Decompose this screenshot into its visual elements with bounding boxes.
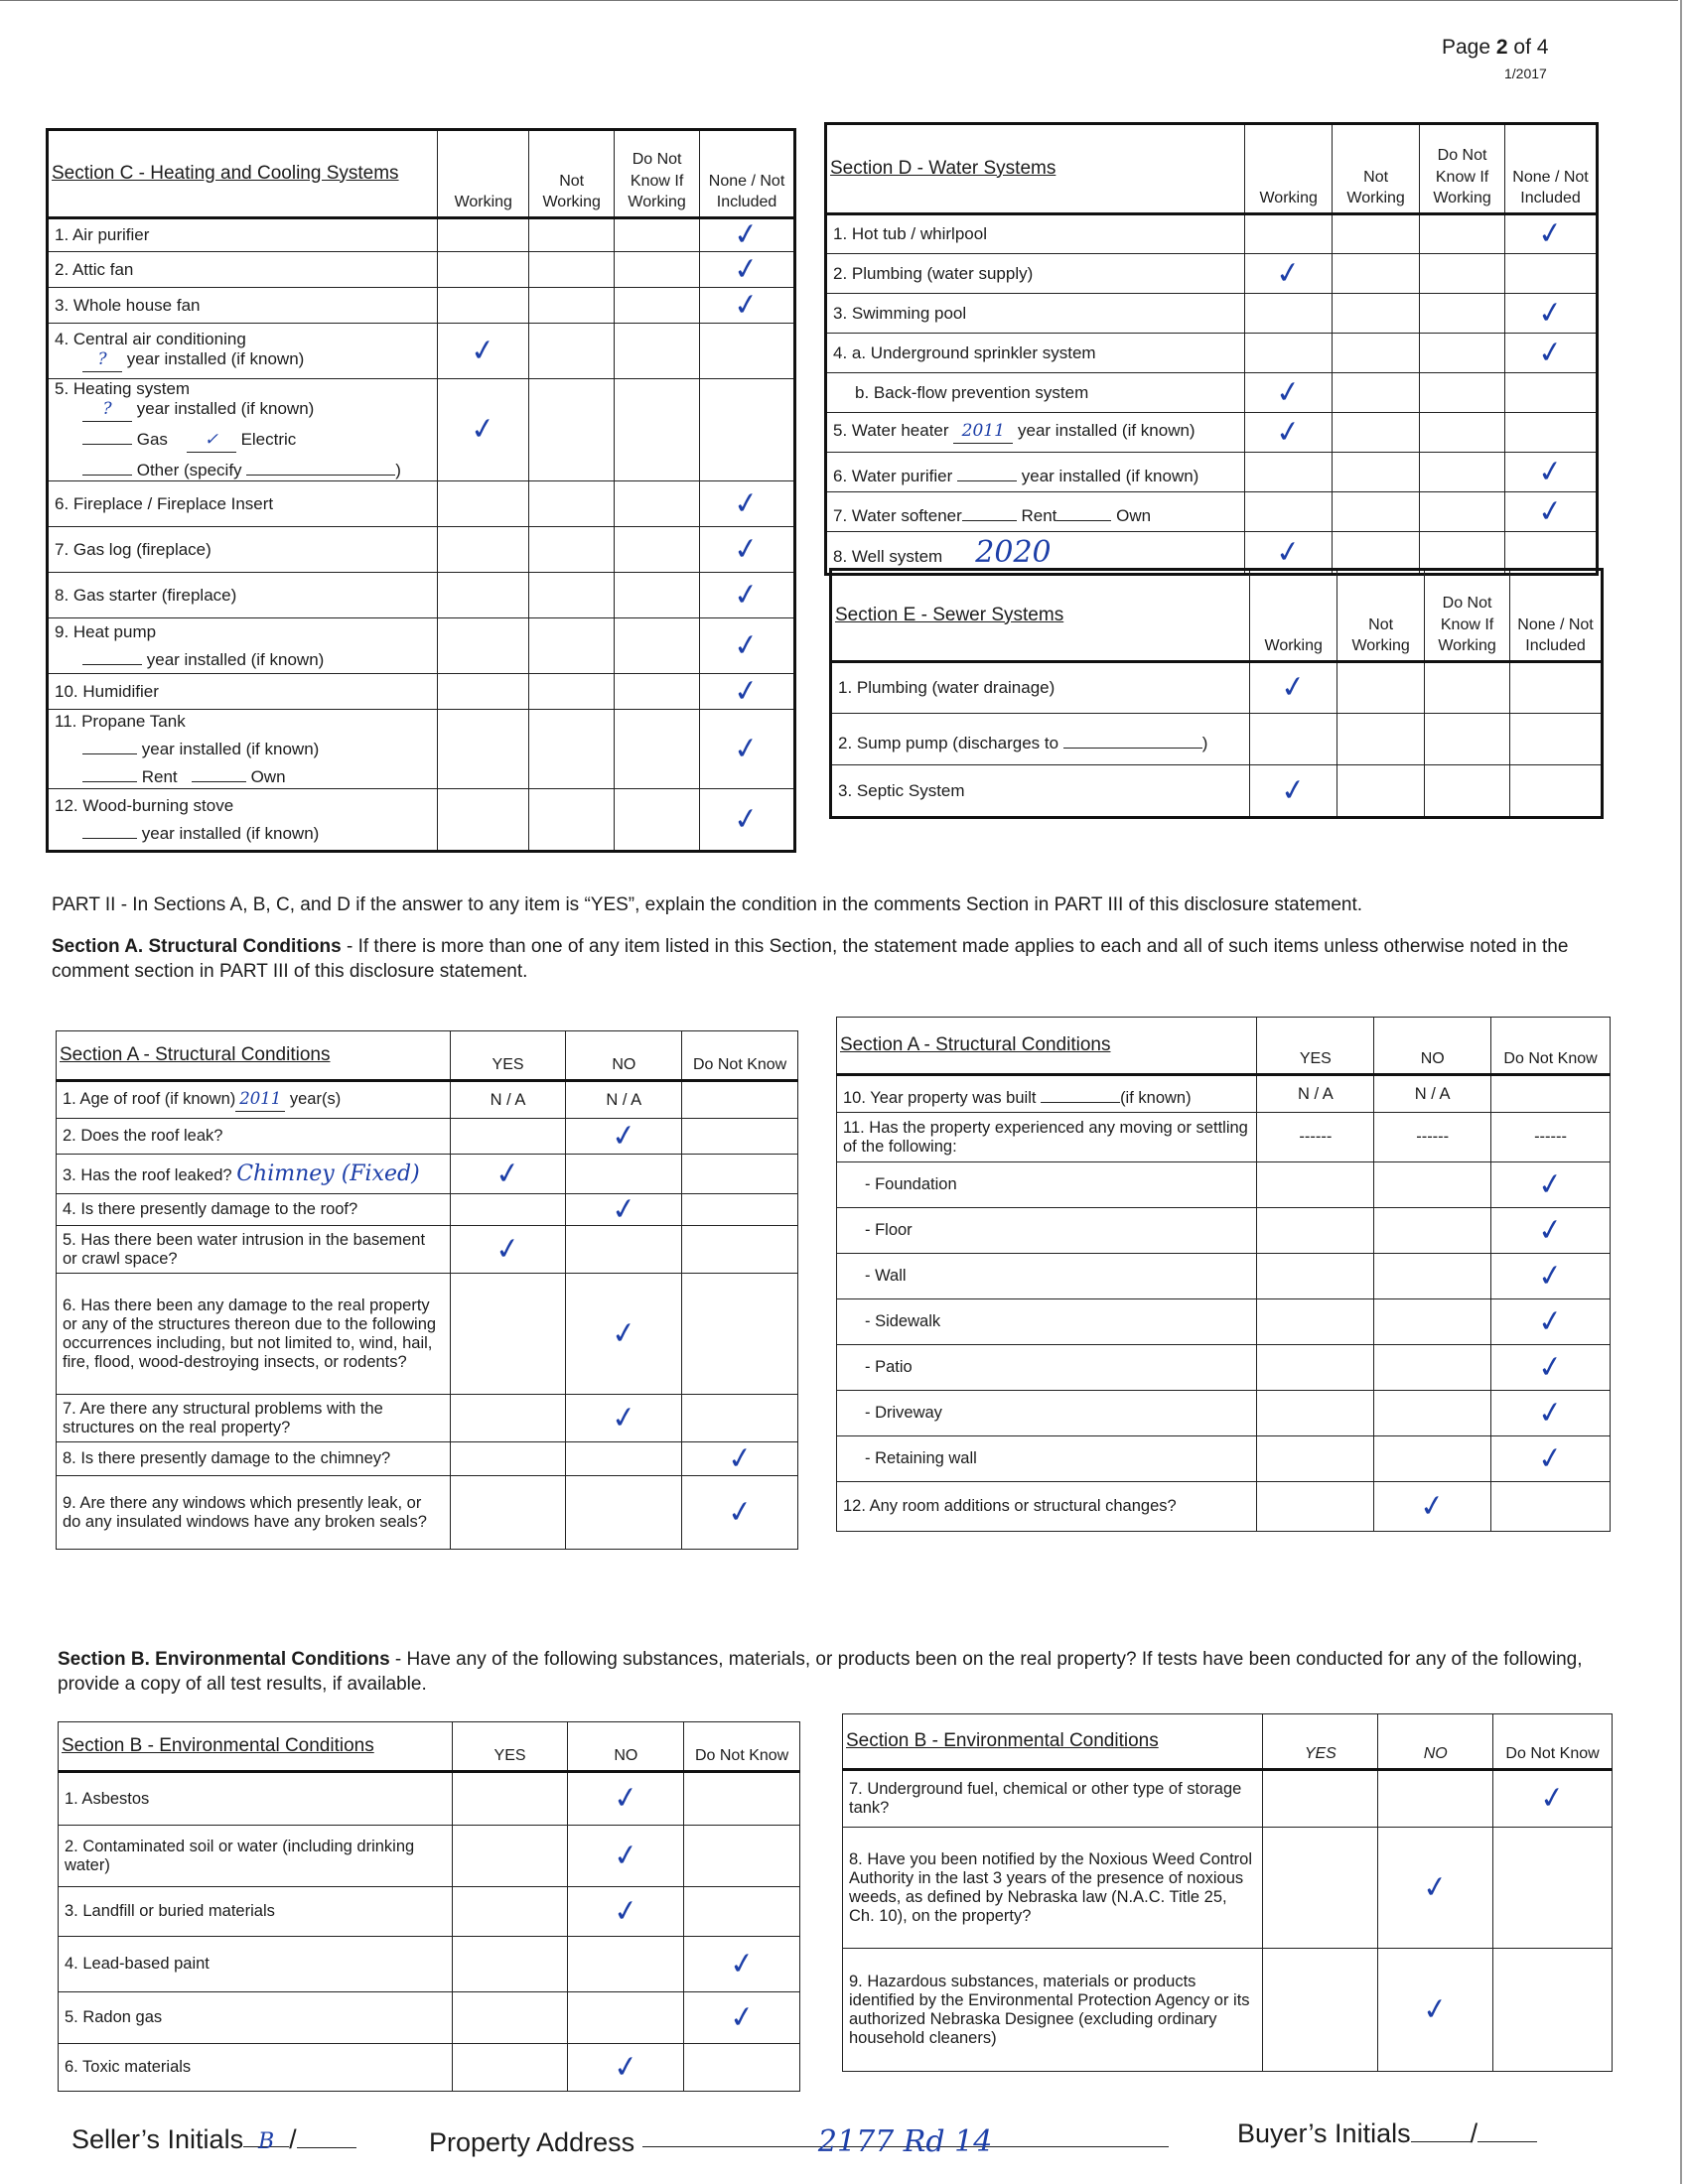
table-row: 5. Radon gas ✓: [59, 1992, 800, 2044]
check-mark: ✓: [1535, 214, 1566, 253]
table-row: 3. Landfill or buried materials ✓: [59, 1887, 800, 1937]
col-yes: YES: [1263, 1714, 1378, 1770]
check-mark: ✓: [732, 483, 762, 523]
table-row: 4. Is there presently damage to the roof? ✓: [57, 1194, 798, 1226]
section-b-right-title: Section B - Environmental Conditions: [843, 1714, 1263, 1770]
check-mark: ✓: [611, 1836, 641, 1875]
col-do-not-know: Do Not Know If Working: [615, 131, 700, 218]
section-a-left-table: [56, 1030, 798, 1550]
col-no: NO: [568, 1722, 684, 1772]
col-none: None / Not Included: [700, 131, 794, 218]
table-row: 3. Septic System ✓: [832, 765, 1602, 817]
check-mark: ✓: [725, 1492, 755, 1532]
col-do-not-know: Do Not Know: [682, 1031, 798, 1081]
check-mark: ✓: [727, 1997, 757, 2037]
check-mark: ✓: [468, 410, 498, 449]
col-yes: YES: [1257, 1018, 1374, 1075]
col-working: Working: [1250, 571, 1337, 662]
table-row: 5. Has there been water intrusion in the basement or crawl space? ✓: [57, 1226, 798, 1274]
table-row: 7. Are there any structural problems with the structures on the real property? ✓: [57, 1395, 798, 1442]
col-do-not-know: Do Not Know If Working: [1425, 571, 1510, 662]
check-mark: ✓: [1278, 668, 1309, 707]
table-row: 4. a. Underground sprinkler system ✓: [827, 334, 1597, 373]
table-row: 3. Swimming pool ✓: [827, 294, 1597, 334]
table-row: - Floor ✓: [837, 1208, 1611, 1254]
buyer-initials: Buyer’s Initials /: [1237, 2118, 1537, 2149]
check-mark: ✓: [732, 529, 762, 569]
check-mark: ✓: [609, 1189, 639, 1229]
table-row: 9. Heat pump year installed (if known) ✓: [49, 618, 794, 674]
table-row: 5. Water heater 2011 year installed (if known) ✓: [827, 413, 1597, 453]
table-row: 9. Are there any windows which presently leak, or do any insulated windows have any broken seals? ✓: [57, 1476, 798, 1550]
check-mark: ✓: [1535, 293, 1566, 333]
table-row: 1. Air purifier ✓: [49, 218, 794, 252]
check-mark: ✓: [1273, 532, 1304, 572]
table-row: - Foundation ✓: [837, 1162, 1611, 1208]
check-mark: ✓: [492, 1229, 523, 1269]
check-mark: ✓: [732, 215, 762, 254]
table-row: 6. Fireplace / Fireplace Insert ✓: [49, 481, 794, 527]
check-mark: ✓: [732, 285, 762, 325]
col-no: NO: [566, 1031, 682, 1081]
col-do-not-know: Do Not Know: [1493, 1714, 1613, 1770]
col-not-working: Not Working: [529, 131, 615, 218]
section-e-table: [831, 570, 1602, 817]
check-mark: ✓: [1535, 1164, 1566, 1204]
table-row: 1. Hot tub / whirlpool ✓: [827, 214, 1597, 254]
section-a-right-table: [836, 1017, 1611, 1532]
section-a-title: Section A - Structural Conditions: [57, 1031, 451, 1081]
col-do-not-know: Do Not Know: [1491, 1018, 1611, 1075]
section-d-table: [826, 124, 1597, 574]
section-c-table: [48, 130, 794, 851]
scan-edge-right: [1680, 0, 1682, 2184]
table-row: 2. Contaminated soil or water (including drinking water) ✓: [59, 1826, 800, 1887]
form-date: 1/2017: [1504, 66, 1547, 81]
check-mark: ✓: [609, 1313, 639, 1353]
table-row: b. Back-flow prevention system ✓: [827, 373, 1597, 413]
check-mark: ✓: [1535, 333, 1566, 372]
check-mark: ✓: [732, 575, 762, 614]
check-mark: ✓: [1535, 1347, 1566, 1387]
check-mark: ✓: [727, 1944, 757, 1983]
table-row: 7. Gas log (fireplace) ✓: [49, 527, 794, 573]
section-e-title: Section E - Sewer Systems: [832, 571, 1250, 662]
check-mark: ✓: [1273, 412, 1304, 452]
table-row: 3. Has the roof leaked? Chimney (Fixed) ✓: [57, 1155, 798, 1194]
check-mark: ✓: [1420, 1867, 1451, 1907]
section-c-title: Section C - Heating and Cooling Systems: [49, 131, 438, 218]
check-mark: ✓: [1273, 372, 1304, 412]
col-do-not-know: Do Not Know If Working: [1420, 125, 1505, 214]
table-row: 1. Asbestos ✓: [59, 1772, 800, 1826]
col-none: None / Not Included: [1510, 571, 1602, 662]
col-no: NO: [1374, 1018, 1491, 1075]
table-row: 1. Plumbing (water drainage) ✓: [832, 662, 1602, 714]
table-row: 11. Propane Tank year installed (if known) Rent Own ✓: [49, 710, 794, 789]
col-none: None / Not Included: [1505, 125, 1597, 214]
part-two-instructions: PART II - In Sections A, B, C, and D if the answer to any item is “YES”, explain the condition in the comments Section in PART III of this disclosure statement.: [52, 894, 1363, 915]
col-working: Working: [438, 131, 529, 218]
table-row: 7. Underground fuel, chemical or other type of storage tank? ✓: [843, 1770, 1613, 1828]
check-mark: ✓: [1537, 1779, 1568, 1818]
table-row: 10. Year property was built (if known) N / A N / A: [837, 1075, 1611, 1113]
table-row: 12. Wood-burning stove year installed (if known) ✓: [49, 789, 794, 851]
table-row: - Driveway ✓: [837, 1391, 1611, 1436]
col-do-not-know: Do Not Know: [684, 1722, 800, 1772]
page-number: Page 2 of 4: [1442, 36, 1549, 59]
seller-initials: Seller’s Initials B /: [71, 2124, 356, 2155]
check-mark: ✓: [1535, 1438, 1566, 1478]
col-working: Working: [1245, 125, 1333, 214]
check-mark: ✓: [732, 671, 762, 711]
table-row: 4. Lead-based paint ✓: [59, 1937, 800, 1992]
property-address: Property Address 2177 Rd 14: [429, 2124, 1169, 2158]
table-row: 8. Gas starter (fireplace) ✓: [49, 573, 794, 618]
check-mark: ✓: [732, 625, 762, 665]
table-row: 12. Any room additions or structural changes? ✓: [837, 1482, 1611, 1532]
col-not-working: Not Working: [1333, 125, 1420, 214]
section-b-left-table: [58, 1721, 800, 2092]
section-a-right-title: Section A - Structural Conditions: [837, 1018, 1257, 1075]
table-row: 7. Water softener Rent Own ✓: [827, 492, 1597, 532]
table-row: 8. Is there presently damage to the chimney? ✓: [57, 1442, 798, 1476]
check-mark: ✓: [611, 1891, 641, 1931]
check-mark: ✓: [1535, 1256, 1566, 1296]
table-row: 9. Hazardous substances, materials or products identified by the Environmental Protection Agency or its authorized Nebraska Designee (excluding ordinary household cleaners) ✓: [843, 1949, 1613, 2072]
table-row: 6. Has there been any damage to the real property or any of the structures thereon due to the following occurrences including, but not limited to, wind, hail, fire, flood, wood-destroying insects, or rodents? ✓: [57, 1274, 798, 1395]
col-not-working: Not Working: [1337, 571, 1425, 662]
table-row: 5. Heating system ? year installed (if known) Gas ✓ Electric Other (specify ) ✓: [49, 379, 794, 481]
check-mark: ✓: [1535, 1393, 1566, 1433]
table-row: 3. Whole house fan ✓: [49, 288, 794, 324]
check-mark: ✓: [468, 331, 498, 370]
check-mark: ✓: [1535, 1210, 1566, 1250]
table-row: - Retaining wall ✓: [837, 1436, 1611, 1482]
col-yes: YES: [450, 1031, 566, 1081]
check-mark: ✓: [492, 1154, 523, 1193]
check-mark: ✓: [1278, 770, 1309, 810]
section-a-intro: Section A. Structural Conditions - If there is more than one of any item listed in this Section, the statement made applies to each and all of such items unless otherwise noted in the comment section in PART III of this disclosure statement.: [52, 936, 1569, 982]
check-mark: ✓: [732, 729, 762, 768]
table-row: 11. Has the property experienced any moving or settling of the following: ------ ------ ------: [837, 1113, 1611, 1162]
check-mark: ✓: [732, 799, 762, 839]
check-mark: ✓: [1417, 1486, 1448, 1526]
check-mark: ✓: [1535, 1301, 1566, 1341]
table-row: 1. Age of roof (if known) 2011 year(s) N / A N / A: [57, 1081, 798, 1119]
table-row: 8. Well system 2020 ✓: [827, 532, 1597, 574]
table-row: 2. Attic fan ✓: [49, 252, 794, 288]
table-row: 2. Plumbing (water supply) ✓: [827, 254, 1597, 294]
table-row: 6. Water purifier year installed (if known) ✓: [827, 453, 1597, 492]
check-mark: ✓: [725, 1438, 755, 1478]
table-row: 2. Sump pump (discharges to ): [832, 714, 1602, 765]
section-b-title: Section B - Environmental Conditions: [59, 1722, 453, 1772]
table-row: 4. Central air conditioning ? year installed (if known) ✓: [49, 324, 794, 379]
check-mark: ✓: [1535, 491, 1566, 531]
table-row: 2. Does the roof leak? ✓: [57, 1119, 798, 1155]
section-b-right-table: [842, 1713, 1613, 2072]
section-b-intro: Section B. Environmental Conditions - Have any of the following substances, materials, or products been on the real property? If tests have been conducted for any of the following, provide a copy of all test results, if available.: [58, 1649, 1583, 1695]
section-d-title: Section D - Water Systems: [827, 125, 1245, 214]
check-mark: ✓: [609, 1398, 639, 1437]
scan-edge-top: [0, 0, 1678, 1]
table-row: - Wall ✓: [837, 1254, 1611, 1299]
check-mark: ✓: [609, 1116, 639, 1156]
check-mark: ✓: [1273, 253, 1304, 293]
col-yes: YES: [452, 1722, 568, 1772]
check-mark: ✓: [611, 1779, 641, 1818]
check-mark: ✓: [732, 249, 762, 289]
table-row: - Sidewalk ✓: [837, 1299, 1611, 1345]
col-no: NO: [1378, 1714, 1493, 1770]
check-mark: ✓: [1420, 1989, 1451, 2029]
check-mark: ✓: [611, 2047, 641, 2087]
check-mark: ✓: [1535, 452, 1566, 491]
table-row: 6. Toxic materials ✓: [59, 2044, 800, 2092]
table-row: 8. Have you been notified by the Noxious Weed Control Authority in the last 3 years of the presence of noxious weeds, as defined by Nebraska law (N.A.C. Title 25, Ch. 10), on the property? ✓: [843, 1828, 1613, 1949]
table-row: - Patio ✓: [837, 1345, 1611, 1391]
table-row: 10. Humidifier ✓: [49, 674, 794, 710]
